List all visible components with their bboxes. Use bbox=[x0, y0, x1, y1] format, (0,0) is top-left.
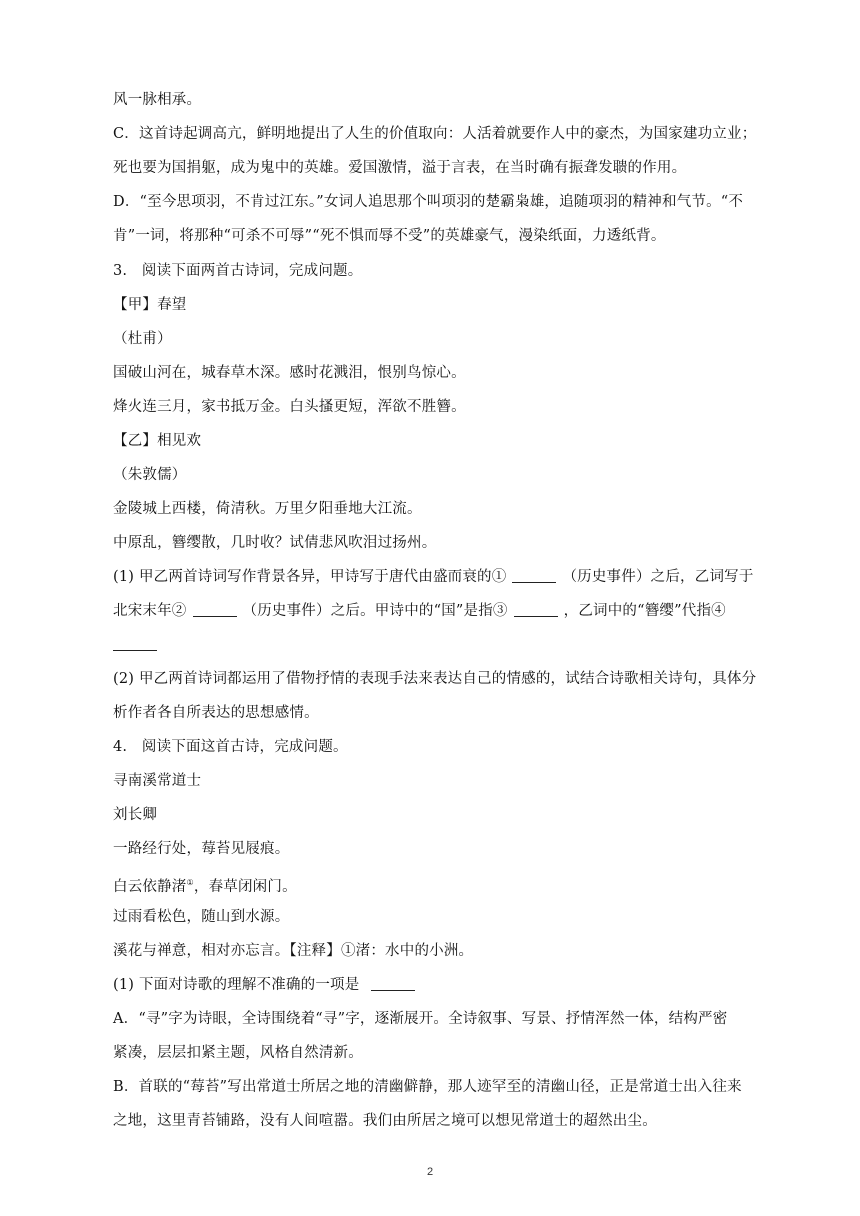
question-3-1-line-1 bbox=[113, 567, 793, 587]
poem-yi-title: 【乙】相见欢 bbox=[113, 433, 202, 449]
question-3-heading: 3. 阅读下面两首古诗词，完成问题。 bbox=[113, 263, 363, 279]
poem-line: 过雨看松色，随山到水源。 bbox=[113, 909, 290, 925]
option-c-line-2: 死也要为国捐躯，成为鬼中的英雄。爱国激情，溢于言表，在当时确有振聋发聩的作用。 bbox=[113, 160, 687, 176]
question-text: (1) 下面对诗歌的理解不准确的一项是 bbox=[113, 977, 360, 993]
poem-line bbox=[113, 873, 793, 897]
option-a-line-1: A．“寻”字为诗眼，全诗围绕着“寻”字，逐渐展开。全诗叙事、写景、抒情浑然一体，结构严密 bbox=[113, 1011, 728, 1027]
question-text: （历史事件）之后，乙词写于 bbox=[562, 569, 754, 585]
answer-blank[interactable] bbox=[512, 568, 556, 583]
question-text: 北宋末年② bbox=[113, 603, 187, 619]
option-a-line-2: 紧凑，层层扣紧主题，风格自然清新。 bbox=[113, 1045, 363, 1061]
poem-text: ，春草闭闲门。 bbox=[193, 879, 297, 895]
answer-blank[interactable] bbox=[193, 602, 237, 617]
question-4-heading: 4. 阅读下面这首古诗，完成问题。 bbox=[113, 739, 348, 755]
option-b-line-1: B．首联的“莓苔”写出常道士所居之地的清幽僻静，那人迹罕至的清幽山径，正是常道士出入往来 bbox=[113, 1079, 742, 1095]
option-d-line-1: D．“至今思项羽，不肯过江东。”女词人追思那个叫项羽的楚霸枭雄，追随项羽的精神和气节。“不 bbox=[113, 194, 744, 210]
question-text: (1) 甲乙两首诗词写作背景各异，甲诗写于唐代由盛而衰的① bbox=[113, 569, 507, 585]
poem-text: 白云依静渚 bbox=[113, 879, 187, 895]
answer-blank[interactable] bbox=[113, 636, 157, 651]
option-b-line-2: 之地，这里青苔铺路，没有人间喧嚣。我们由所居之境可以想见常道士的超然出尘。 bbox=[113, 1113, 657, 1129]
page-number: 2 bbox=[426, 1166, 434, 1178]
answer-blank[interactable] bbox=[514, 602, 558, 617]
question-text: （历史事件）之后。甲诗中的“国”是指③ bbox=[242, 603, 508, 619]
question-3-1-line-2 bbox=[113, 601, 793, 621]
poem-jia-author: （杜甫） bbox=[113, 331, 172, 347]
question-3-2-line-2: 析作者各自所表达的思想感情。 bbox=[113, 705, 319, 721]
question-3-2-line-1: (2) 甲乙两首诗词都运用了借物抒情的表现手法来表达自己的情感的，试结合诗歌相关诗句，具体分 bbox=[113, 671, 757, 687]
poem-yi-author: （朱敦儒） bbox=[113, 467, 187, 483]
poem-author: 刘长卿 bbox=[113, 807, 158, 823]
option-c-line-1: C．这首诗起调高亢，鲜明地提出了人生的价值取向：人活着就要作人中的豪杰，为国家建功立业； bbox=[113, 126, 757, 142]
poem-jia-line: 国破山河在，城春草木深。感时花溅泪，恨别鸟惊心。 bbox=[113, 365, 466, 381]
footnote-marker: ① bbox=[186, 878, 194, 887]
poem-title: 寻南溪常道士 bbox=[113, 773, 202, 789]
poem-yi-line: 金陵城上西楼，倚清秋。万里夕阳垂地大江流。 bbox=[113, 501, 422, 517]
poem-yi-line: 中原乱，簪缨散，几时收？试倩悲风吹泪过扬州。 bbox=[113, 535, 437, 551]
text-line: 风一脉相承。 bbox=[113, 92, 202, 108]
poem-line: 一路经行处，莓苔见屐痕。 bbox=[113, 841, 290, 857]
answer-blank[interactable] bbox=[371, 976, 415, 991]
poem-jia-line: 烽火连三月，家书抵万金。白头搔更短，浑欲不胜簪。 bbox=[113, 399, 466, 415]
question-4-1 bbox=[113, 975, 793, 995]
poem-line-with-note: 溪花与禅意，相对亦忘言。【注释】①渚：水中的小洲。 bbox=[113, 943, 474, 959]
question-3-1-line-3 bbox=[113, 635, 793, 655]
option-d-line-2: 肯”一词，将那种“可杀不可辱”“死不惧而辱不受”的英雄豪气，漫染纸面，力透纸背。 bbox=[113, 228, 666, 244]
poem-jia-title: 【甲】春望 bbox=[113, 297, 187, 313]
question-text: ，乙词中的“簪缨”代指④ bbox=[563, 603, 726, 619]
